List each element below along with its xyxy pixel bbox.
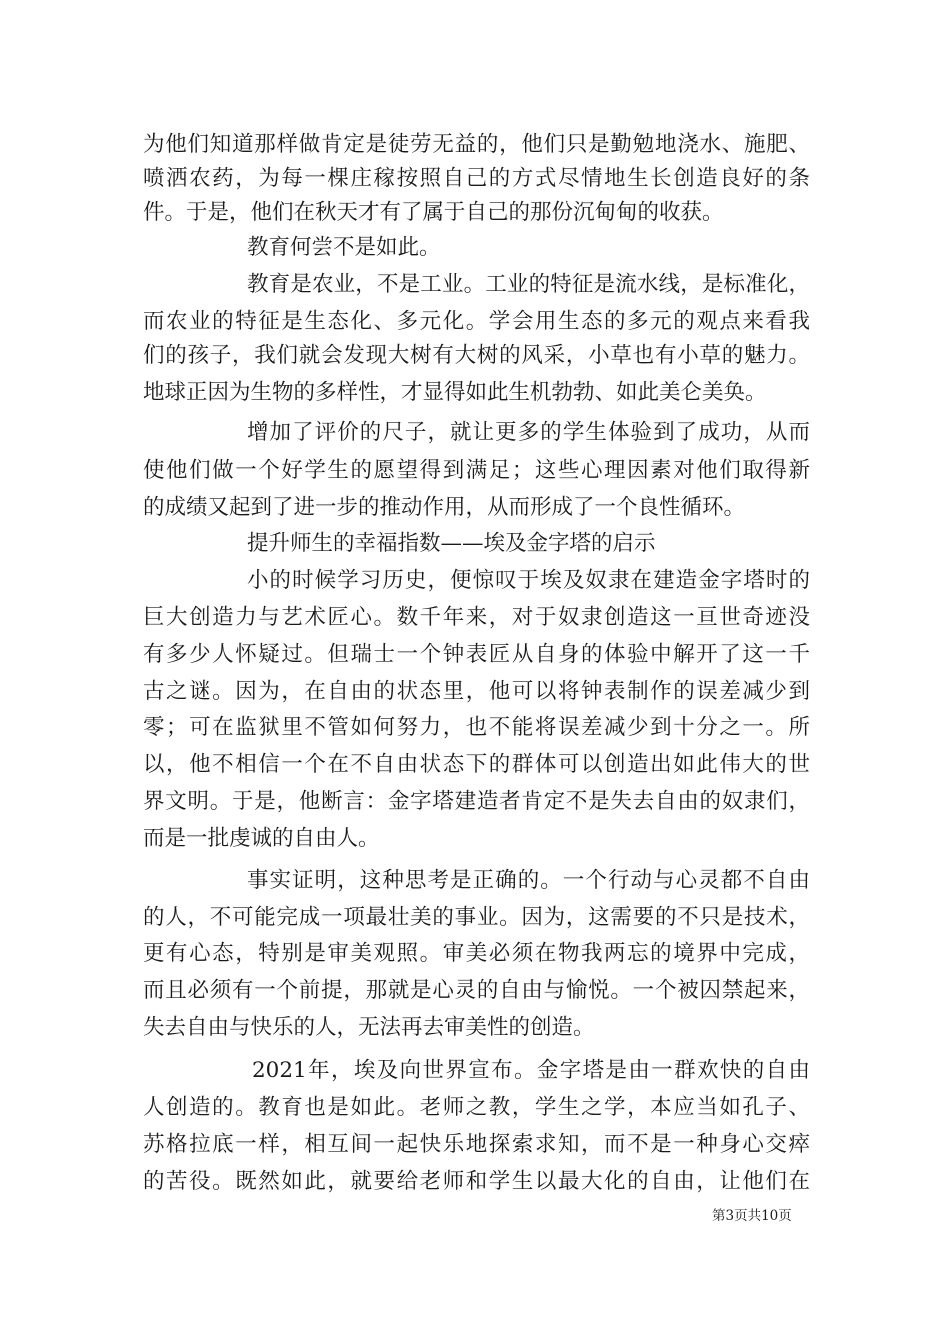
page-number-footer: 第3页共10页 <box>712 1208 792 1224</box>
text-line: 而农业的特征是生态化、多元化。学会用生态的多元的观点来看我 <box>143 309 810 334</box>
text-line: 2021年，埃及向世界宣布。金字塔是由一群欢快的自由 <box>252 1058 810 1083</box>
text-line: 更有心态，特别是审美观照。审美必须在物我两忘的境界中完成， <box>143 941 810 966</box>
text-line: 件。于是，他们在秋天才有了属于自己的那份沉甸甸的收获。 <box>143 200 724 225</box>
text-line: 们的孩子，我们就会发现大树有大树的风采，小草也有小草的魅力。 <box>143 343 810 368</box>
text-line: 界文明。于是，他断言：金字塔建造者肯定不是失去自由的奴隶们， <box>143 789 810 814</box>
text-line: 的人，不可能完成一项最壮美的事业。因为，这需要的不只是技术， <box>143 905 810 930</box>
text-line: 而且必须有一个前提，那就是心灵的自由与愉悦。一个被囚禁起来， <box>143 978 810 1003</box>
text-line: 的苦役。既然如此，就要给老师和学生以最大化的自由，让他们在 <box>143 1169 810 1194</box>
text-line: 事实证明，这种思考是正确的。一个行动与心灵都不自由 <box>247 868 810 893</box>
text-line: 教育何尝不是如此。 <box>247 235 441 260</box>
text-line: 以，他不相信一个在不自由状态下的群体可以创造出如此伟大的世 <box>143 752 810 777</box>
text-line: 零；可在监狱里不管如何努力，也不能将误差减少到十分之一。所 <box>143 715 810 740</box>
text-line: 苏格拉底一样，相互间一起快乐地探索求知，而不是一种身心交瘁 <box>143 1132 810 1157</box>
text-line: 古之谜。因为，在自由的状态里，他可以将钟表制作的误差减少到 <box>143 679 810 704</box>
text-line: 的成绩又起到了进一步的推动作用，从而形成了一个良性循环。 <box>143 495 746 520</box>
text-line: 为他们知道那样做肯定是徒劳无益的，他们只是勤勉地浇水、施肥、 <box>143 132 810 157</box>
text-line: 地球正因为生物的多样性，才显得如此生机勃勃、如此美仑美奂。 <box>143 380 767 405</box>
section-heading: 提升师生的幸福指数——埃及金字塔的启示 <box>247 531 656 556</box>
text-line: 教育是农业，不是工业。工业的特征是流水线，是标准化， <box>247 272 810 297</box>
text-line: 人创造的。教育也是如此。老师之教，学生之学，本应当如孔子、 <box>143 1095 810 1120</box>
text-line: 喷洒农药，为每一棵庄稼按照自己的方式尽情地生长创造良好的条 <box>143 166 810 191</box>
text-line: 失去自由与快乐的人，无法再去审美性的创造。 <box>143 1015 595 1040</box>
text-line: 小的时候学习历史，便惊叹于埃及奴隶在建造金字塔时的 <box>247 568 810 593</box>
text-line: 巨大创造力与艺术匠心。数千年来，对于奴隶创造这一亘世奇迹没 <box>143 605 810 630</box>
text-line: 增加了评价的尺子，就让更多的学生体验到了成功，从而 <box>247 420 810 445</box>
text-line: 有多少人怀疑过。但瑞士一个钟表匠从自身的体验中解开了这一千 <box>143 642 810 667</box>
text-line: 使他们做一个好学生的愿望得到满足；这些心理因素对他们取得新 <box>143 458 810 483</box>
text-line: 而是一批虔诚的自由人。 <box>143 826 380 851</box>
